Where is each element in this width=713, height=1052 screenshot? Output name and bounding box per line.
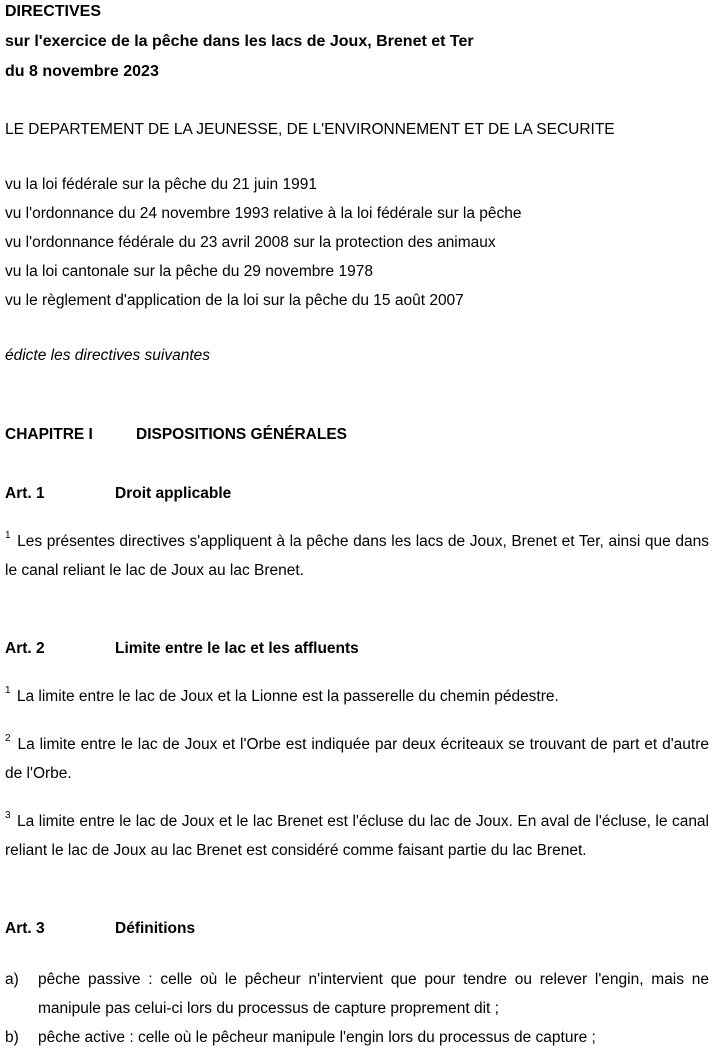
- article-number: Art. 1: [5, 485, 45, 502]
- article-2-paragraph-2: [5, 730, 709, 788]
- paragraph-number: 2: [5, 733, 11, 744]
- title-line-2: sur l'exercice de la pêche dans les lacs de Joux, Brenet et Ter: [5, 33, 474, 50]
- article-number: Art. 2: [5, 640, 45, 657]
- paragraph-text: La limite entre le lac de Joux et le lac Brenet est l'écluse du lac de Joux. En aval de l'écluse, le canal reliant le lac de Joux au lac Brenet est considéré comme faisant partie du lac Brenet.: [5, 813, 709, 859]
- article-title: Définitions: [115, 920, 196, 937]
- article-1-paragraph-1: [5, 527, 709, 585]
- paragraph-number: 1: [5, 530, 11, 541]
- title-line-3: du 8 novembre 2023: [5, 63, 159, 80]
- considerant-item: vu la loi fédérale sur la pêche du 21 juin 1991: [5, 176, 317, 193]
- considerant-item: vu l'ordonnance fédérale du 23 avril 2008 sur la protection des animaux: [5, 234, 496, 251]
- considerants-list: [5, 170, 709, 315]
- definition-text: pêche passive : celle où le pêcheur n'intervient que pour tendre ou relever l'engin, mais ne manipule pas celui-ci lors du processus de capture proprement dit ;: [38, 971, 709, 1017]
- decree-statement: édicte les directives suivantes: [5, 347, 211, 364]
- article-title: Limite entre le lac et les affluents: [115, 640, 359, 657]
- chapter-number: CHAPITRE I: [5, 426, 93, 443]
- definitions-list: [5, 965, 709, 1052]
- considerant-item: vu la loi cantonale sur la pêche du 29 novembre 1978: [5, 263, 373, 280]
- definition-letter: a): [5, 971, 19, 988]
- article-title: Droit applicable: [115, 485, 232, 502]
- document-title: [5, 0, 709, 87]
- department-heading: LE DEPARTEMENT DE LA JEUNESSE, DE L'ENVIRONNEMENT ET DE LA SECURITE: [5, 121, 615, 138]
- paragraph-text: Les présentes directives s'appliquent à la pêche dans les lacs de Joux, Brenet et Ter, ainsi que dans le canal reliant le lac de Joux au lac Brenet.: [5, 533, 709, 579]
- considerant-item: vu le règlement d'application de la loi sur la pêche du 15 août 2007: [5, 292, 464, 309]
- chapter-heading: [5, 420, 709, 449]
- definition-item: [5, 965, 709, 1023]
- paragraph-number: 1: [5, 685, 11, 696]
- definition-item: [5, 1023, 709, 1052]
- definition-text: pêche active : celle où le pêcheur manipule l'engin lors du processus de capture ;: [38, 1029, 596, 1046]
- definition-letter: b): [5, 1029, 19, 1046]
- title-line-1: DIRECTIVES: [5, 3, 102, 20]
- article-2-paragraph-1: [5, 682, 709, 711]
- article-3-heading: [5, 914, 709, 943]
- chapter-title: DISPOSITIONS GÉNÉRALES: [136, 426, 348, 443]
- paragraph-text: La limite entre le lac de Joux et l'Orbe est indiquée par deux écriteaux se trouvant de part et d'autre de l'Orbe.: [5, 736, 709, 782]
- paragraph-number: 3: [5, 810, 11, 821]
- article-2-heading: [5, 634, 709, 663]
- document-page: [5, 0, 709, 1052]
- article-2-paragraph-3: [5, 807, 709, 865]
- article-1-heading: [5, 479, 709, 508]
- considerant-item: vu l'ordonnance du 24 novembre 1993 relative à la loi fédérale sur la pêche: [5, 205, 522, 222]
- article-number: Art. 3: [5, 920, 45, 937]
- paragraph-text: La limite entre le lac de Joux et la Lionne est la passerelle du chemin pédestre.: [16, 688, 559, 705]
